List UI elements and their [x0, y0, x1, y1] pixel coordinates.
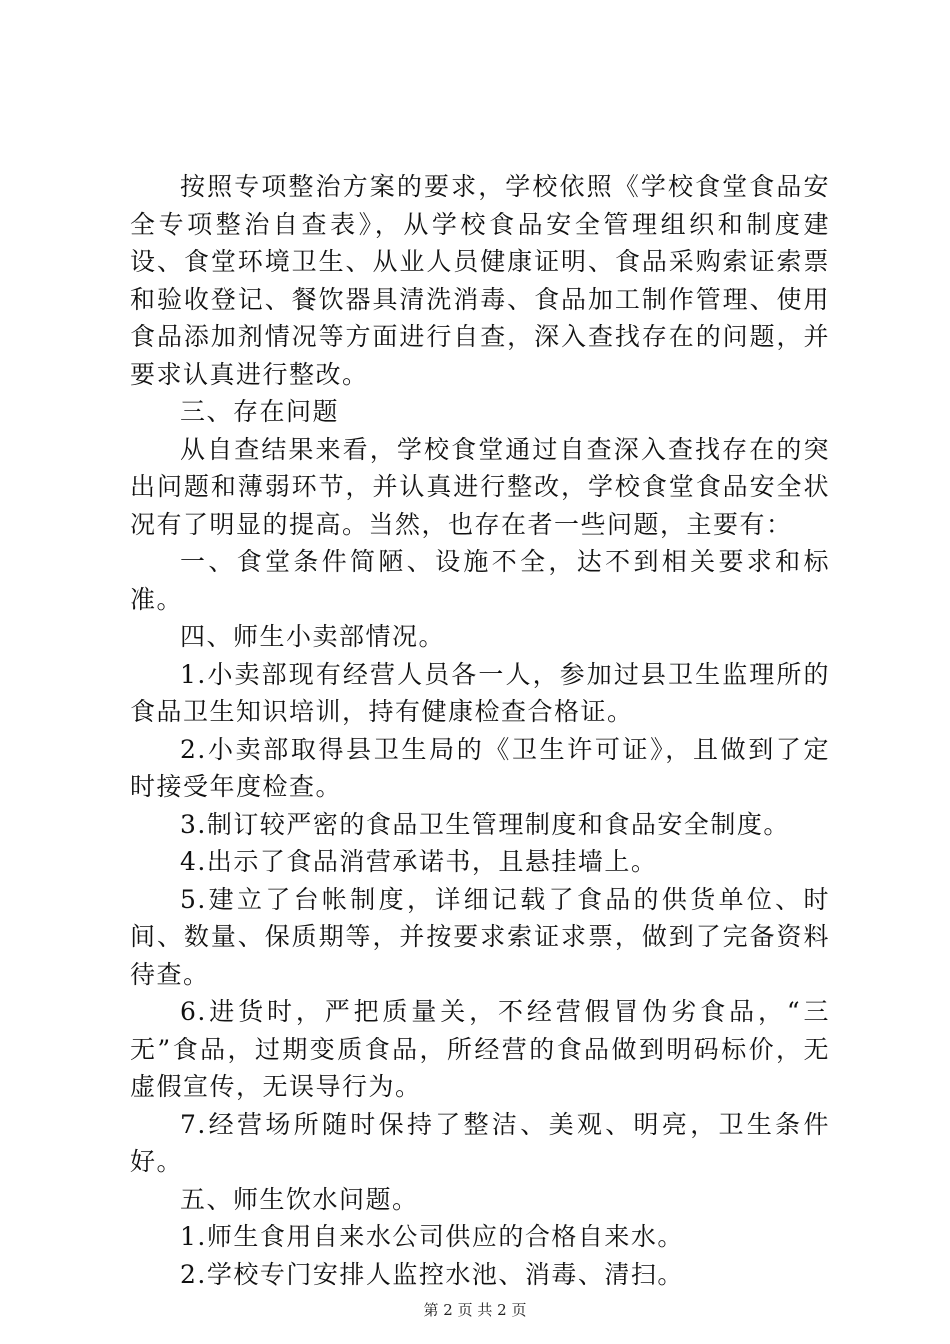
heading-existing-problems: 三、存在问题 — [180, 397, 340, 426]
list-item: 4.出示了食品消营承诺书，且悬挂墙上。 — [180, 847, 658, 876]
list-item: 5.建立了台帐制度，详细记载了食品的供货单位、时间、数量、保质期等，并按要求索证求票，做到了完备资料待查。 — [130, 884, 830, 989]
heading-drinking-water: 五、师生饮水问题。 — [180, 1184, 419, 1214]
list-item: 2.小卖部取得县卫生局的《卫生许可证》，且做到了定时接受年度检查。 — [130, 734, 830, 801]
list-item: 1.师生食用自来水公司供应的合格自来水。 — [180, 1222, 684, 1251]
paragraph-problem-1: 一、食堂条件简陋、设施不全，达不到相关要求和标准。 — [130, 547, 830, 614]
paragraph-intro: 按照专项整治方案的要求，学校依照《学校食堂食品安全专项整治自查表》，从学校食品安全管理组织和制度建设、食堂环境卫生、从业人员健康证明、食品采购索证索票和验收登记、餐饮器具清洗消毒、食品加工制作管理、使用食品添加剂情况等方面进行自查，深入查找存在的问题，并要求认真进行整改。 — [130, 172, 830, 389]
document-body — [130, 168, 830, 1293]
list-item: 6.进货时，严把质量关，不经营假冒伪劣食品，“三无”食品，过期变质食品，所经营的食品做到明码标价，无虚假宣传，无误导行为。 — [130, 997, 830, 1101]
heading-shop-situation: 四、师生小卖部情况。 — [180, 622, 446, 651]
list-item: 2.学校专门安排人监控水池、消毒、清扫。 — [180, 1259, 684, 1289]
list-item: 7.经营场所随时保持了整洁、美观、明亮，卫生条件好。 — [130, 1109, 830, 1176]
list-item: 3.制订较严密的食品卫生管理制度和食品安全制度。 — [180, 809, 790, 839]
list-item: 1.小卖部现有经营人员各一人，参加过县卫生监理所的食品卫生知识培训，持有健康检查合格证。 — [130, 659, 830, 726]
paragraph-self-check-result: 从自查结果来看，学校食堂通过自查深入查找存在的突出问题和薄弱环节，并认真进行整改，学校食堂食品安全状况有了明显的提高。当然，也存在者一些问题，主要有： — [130, 434, 830, 539]
page-number-footer: 第 2 页 共 2 页 — [423, 1301, 527, 1319]
